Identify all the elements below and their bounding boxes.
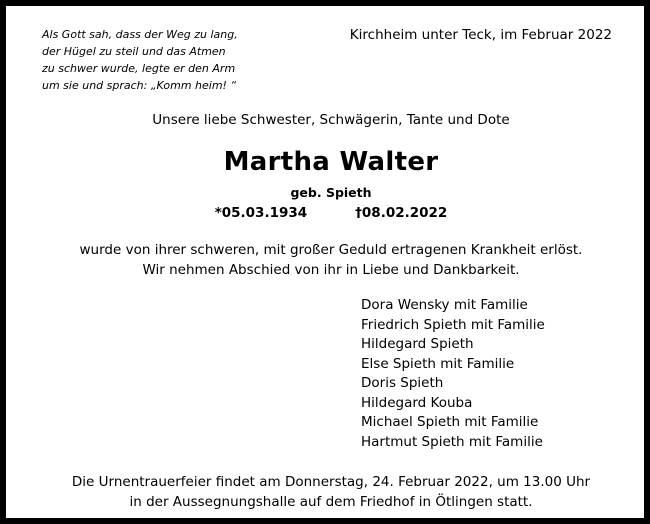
mourners-list: [361, 296, 545, 452]
verse: [42, 26, 302, 94]
death-date: †08.02.2022: [355, 205, 448, 221]
mourner: Hildegard Kouba: [361, 394, 473, 411]
mourner: Else Spieth mit Familie: [361, 355, 515, 372]
message-line: Wir nehmen Abschied von ihr in Liebe und Dankbarkeit.: [142, 262, 520, 278]
verse-line: der Hügel zu steil und das Atmen: [42, 45, 226, 58]
mourner: Hartmut Spieth mit Familie: [361, 433, 543, 450]
mourner: Michael Spieth mit Familie: [361, 414, 539, 430]
intro-line: Unsere liebe Schwester, Schwägerin, Tante und Dote: [152, 112, 510, 128]
birth-date: *05.03.1934: [214, 205, 308, 221]
verse-line: Als Gott sah, dass der Weg zu lang,: [42, 28, 238, 41]
verse-line: zu schwer wurde, legte er den Arm: [42, 62, 236, 75]
deceased-name: Martha Walter: [223, 147, 439, 177]
mourner: Hildegard Spieth: [361, 336, 474, 352]
place-date: Kirchheim unter Teck, im Februar 2022: [349, 27, 612, 43]
funeral-info-line: Die Urnentrauerfeier findet am Donnerstag, 24. Februar 2022, um 13.00 Uhr: [71, 474, 591, 490]
funeral-info-line: in der Aussegnungshalle auf dem Friedhof in Ötlingen statt.: [129, 494, 533, 510]
maiden-name: geb. Spieth: [290, 185, 372, 200]
verse-line: um sie und sprach: „Komm heim! “: [42, 79, 237, 92]
mourner: Dora Wensky mit Familie: [361, 297, 528, 313]
message-line: wurde von ihrer schweren, mit großer Geduld ertragenen Krankheit erlöst.: [79, 242, 583, 258]
life-dates: [12, 203, 650, 223]
mourner: Doris Spieth: [361, 375, 444, 391]
mourner: Friedrich Spieth mit Familie: [361, 316, 545, 333]
